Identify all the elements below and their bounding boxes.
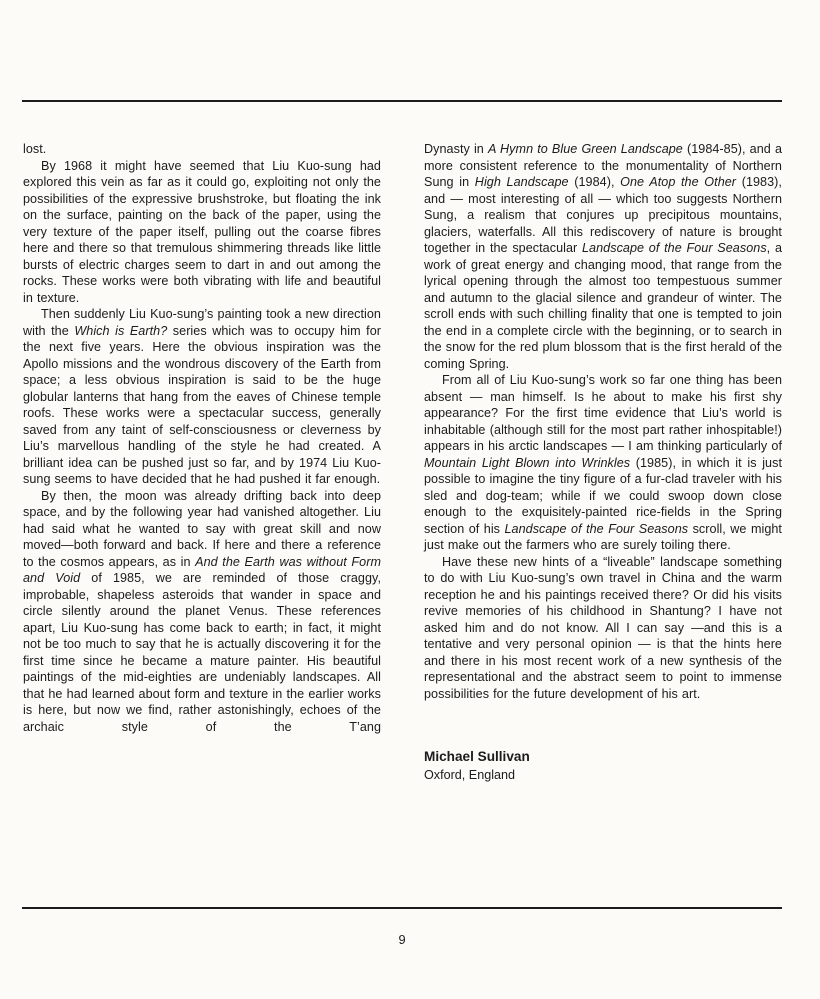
artwork-title-italic: High Landscape (474, 175, 569, 189)
paragraph (424, 554, 782, 703)
paragraph (23, 488, 381, 736)
right-column-text (424, 141, 782, 702)
artwork-title-italic: Landscape of the Four Seasons (504, 521, 689, 536)
body-text: (1983), and — most interesting of all — which too suggests Northern Sung, a realism that conjures up precipitous mountains, glaciers, waterfalls. All this rediscovery of nature is brought together in the spectacular (424, 175, 782, 255)
article-body (23, 141, 782, 783)
body-text: lost. (23, 142, 47, 156)
page-number: 9 (398, 932, 406, 947)
top-rule (22, 100, 782, 102)
body-text: Have these new hints of a “liveable” landscape something to do with Liu Kuo-sung’s own travel in China and the warm reception he and his paintings received there? Or did his visits revive memories of his childhood in Shantung? I have not asked him and do not know. All I can say —and this is a tentative and very personal opinion — is that the hints here and there in his most recent work of a new synthesis of the representational and the abstract seem to point to immense possibilities for the future development of his art. (424, 554, 782, 701)
paragraph (424, 372, 782, 554)
body-text: Then suddenly Liu Kuo-sung’s painting took a new direction with the (23, 307, 381, 338)
paragraph (23, 158, 381, 307)
body-text: of 1985, we are reminded of those craggy, improbable, shapeless asteroids that wander in space and circle silently around the planet Venus. These references apart, Liu Kuo-sung has come back to earth; in fact, it might not be too much to say that he is actually discovering it for the first time since he became a mature painter. His beautiful paintings of the mid-eighties are undeniably landscapes. All that he had learned about form and texture in the earlier works is here, but now we find, rather astonishingly, echoes of the archaic style of the T’ang (23, 571, 381, 734)
author-location: Oxford, England (424, 768, 516, 782)
author-name: Michael Sullivan (424, 749, 530, 764)
artwork-title-italic: And the Earth was without Form and Void (23, 554, 381, 585)
body-text: Dynasty in (424, 142, 488, 156)
right-column (424, 141, 782, 783)
artwork-title-italic: Mountain Light Blown into Wrinkles (424, 455, 631, 470)
body-text: (1984), (568, 175, 621, 189)
paragraph (424, 141, 782, 372)
body-text: From all of Liu Kuo-sung’s work so far one thing has been absent — man himself. Is he about to make his first shy appearance? For the first time evidence that Liu’s world is inhabitable (although still for the most part rather inhospitable!) appears in his arctic landscapes — I am thinking particularly of (424, 373, 782, 453)
paragraph (23, 141, 381, 158)
body-text: , a work of great energy and changing mood, that range from the lyrical opening through the almost too tempestuous summer and autumn to the glacial silence and grandeur of winter. The scroll ends with such chilling finality that one is tempted to join the end in a complete circle with the beginning, or to search in the snow for the red plum blossom that is the first herald of the coming Spring. (424, 241, 782, 371)
body-text: series which was to occupy him for the next five years. Here the obvious inspiration was the Apollo missions and the wondrous discovery of the Earth from space; a less obvious inspiration is said to be the huge globular lanterns that hang from the eaves of Chinese temple roofs. These works were a spectacular success, generally saved from any taint of self-consciousness or cleverness by Liu’s marvellous handling of the style he had created. A brilliant idea can be pushed just so far, and by 1974 Liu Kuo-sung seems to have decided that he had pushed it far enough. (23, 323, 381, 486)
artwork-title-italic: Landscape of the Four Seasons (582, 241, 767, 255)
body-text: scroll, we might just make out the farmers who are surely toiling there. (424, 521, 782, 552)
body-text: (1985), in which it is just possible to imagine the tiny figure of a fur-clad traveler with his sled and dog-team; while if we could swoop down close enough to the exquisitely-painted rice-fields in the Spring section of his (424, 455, 782, 536)
artwork-title-italic: Which is Earth? (74, 323, 168, 338)
body-text: By then, the moon was already drifting back into deep space, and by the following year had vanished altogether. Liu had said what he wanted to say with great skill and now moved—both forward and back. If here and there a reference to the cosmos appears, as in (23, 488, 381, 569)
body-text: (1984-85), and a more consistent reference to the monumentality of Northern Sung in (424, 142, 783, 189)
signature-block (424, 748, 782, 783)
paragraph (23, 306, 381, 488)
bottom-rule (22, 907, 782, 909)
left-column (23, 141, 381, 783)
body-text: By 1968 it might have seemed that Liu Kuo-sung had explored this vein as far as it could go, exploiting not only the possibilities of the expressive brushstroke, but floating the ink on the surface, painting on the back of the paper, using the very texture of the paper itself, pulling out the coarse fibres here and there so that tremulous shimmering threads like little bursts of electric charges seem to dart in and out among the rocks. These works were both vibrating with life and beautiful in texture. (23, 158, 381, 305)
artwork-title-italic: A Hymn to Blue Green Landscape (487, 142, 683, 156)
artwork-title-italic: One Atop the Other (620, 175, 737, 189)
